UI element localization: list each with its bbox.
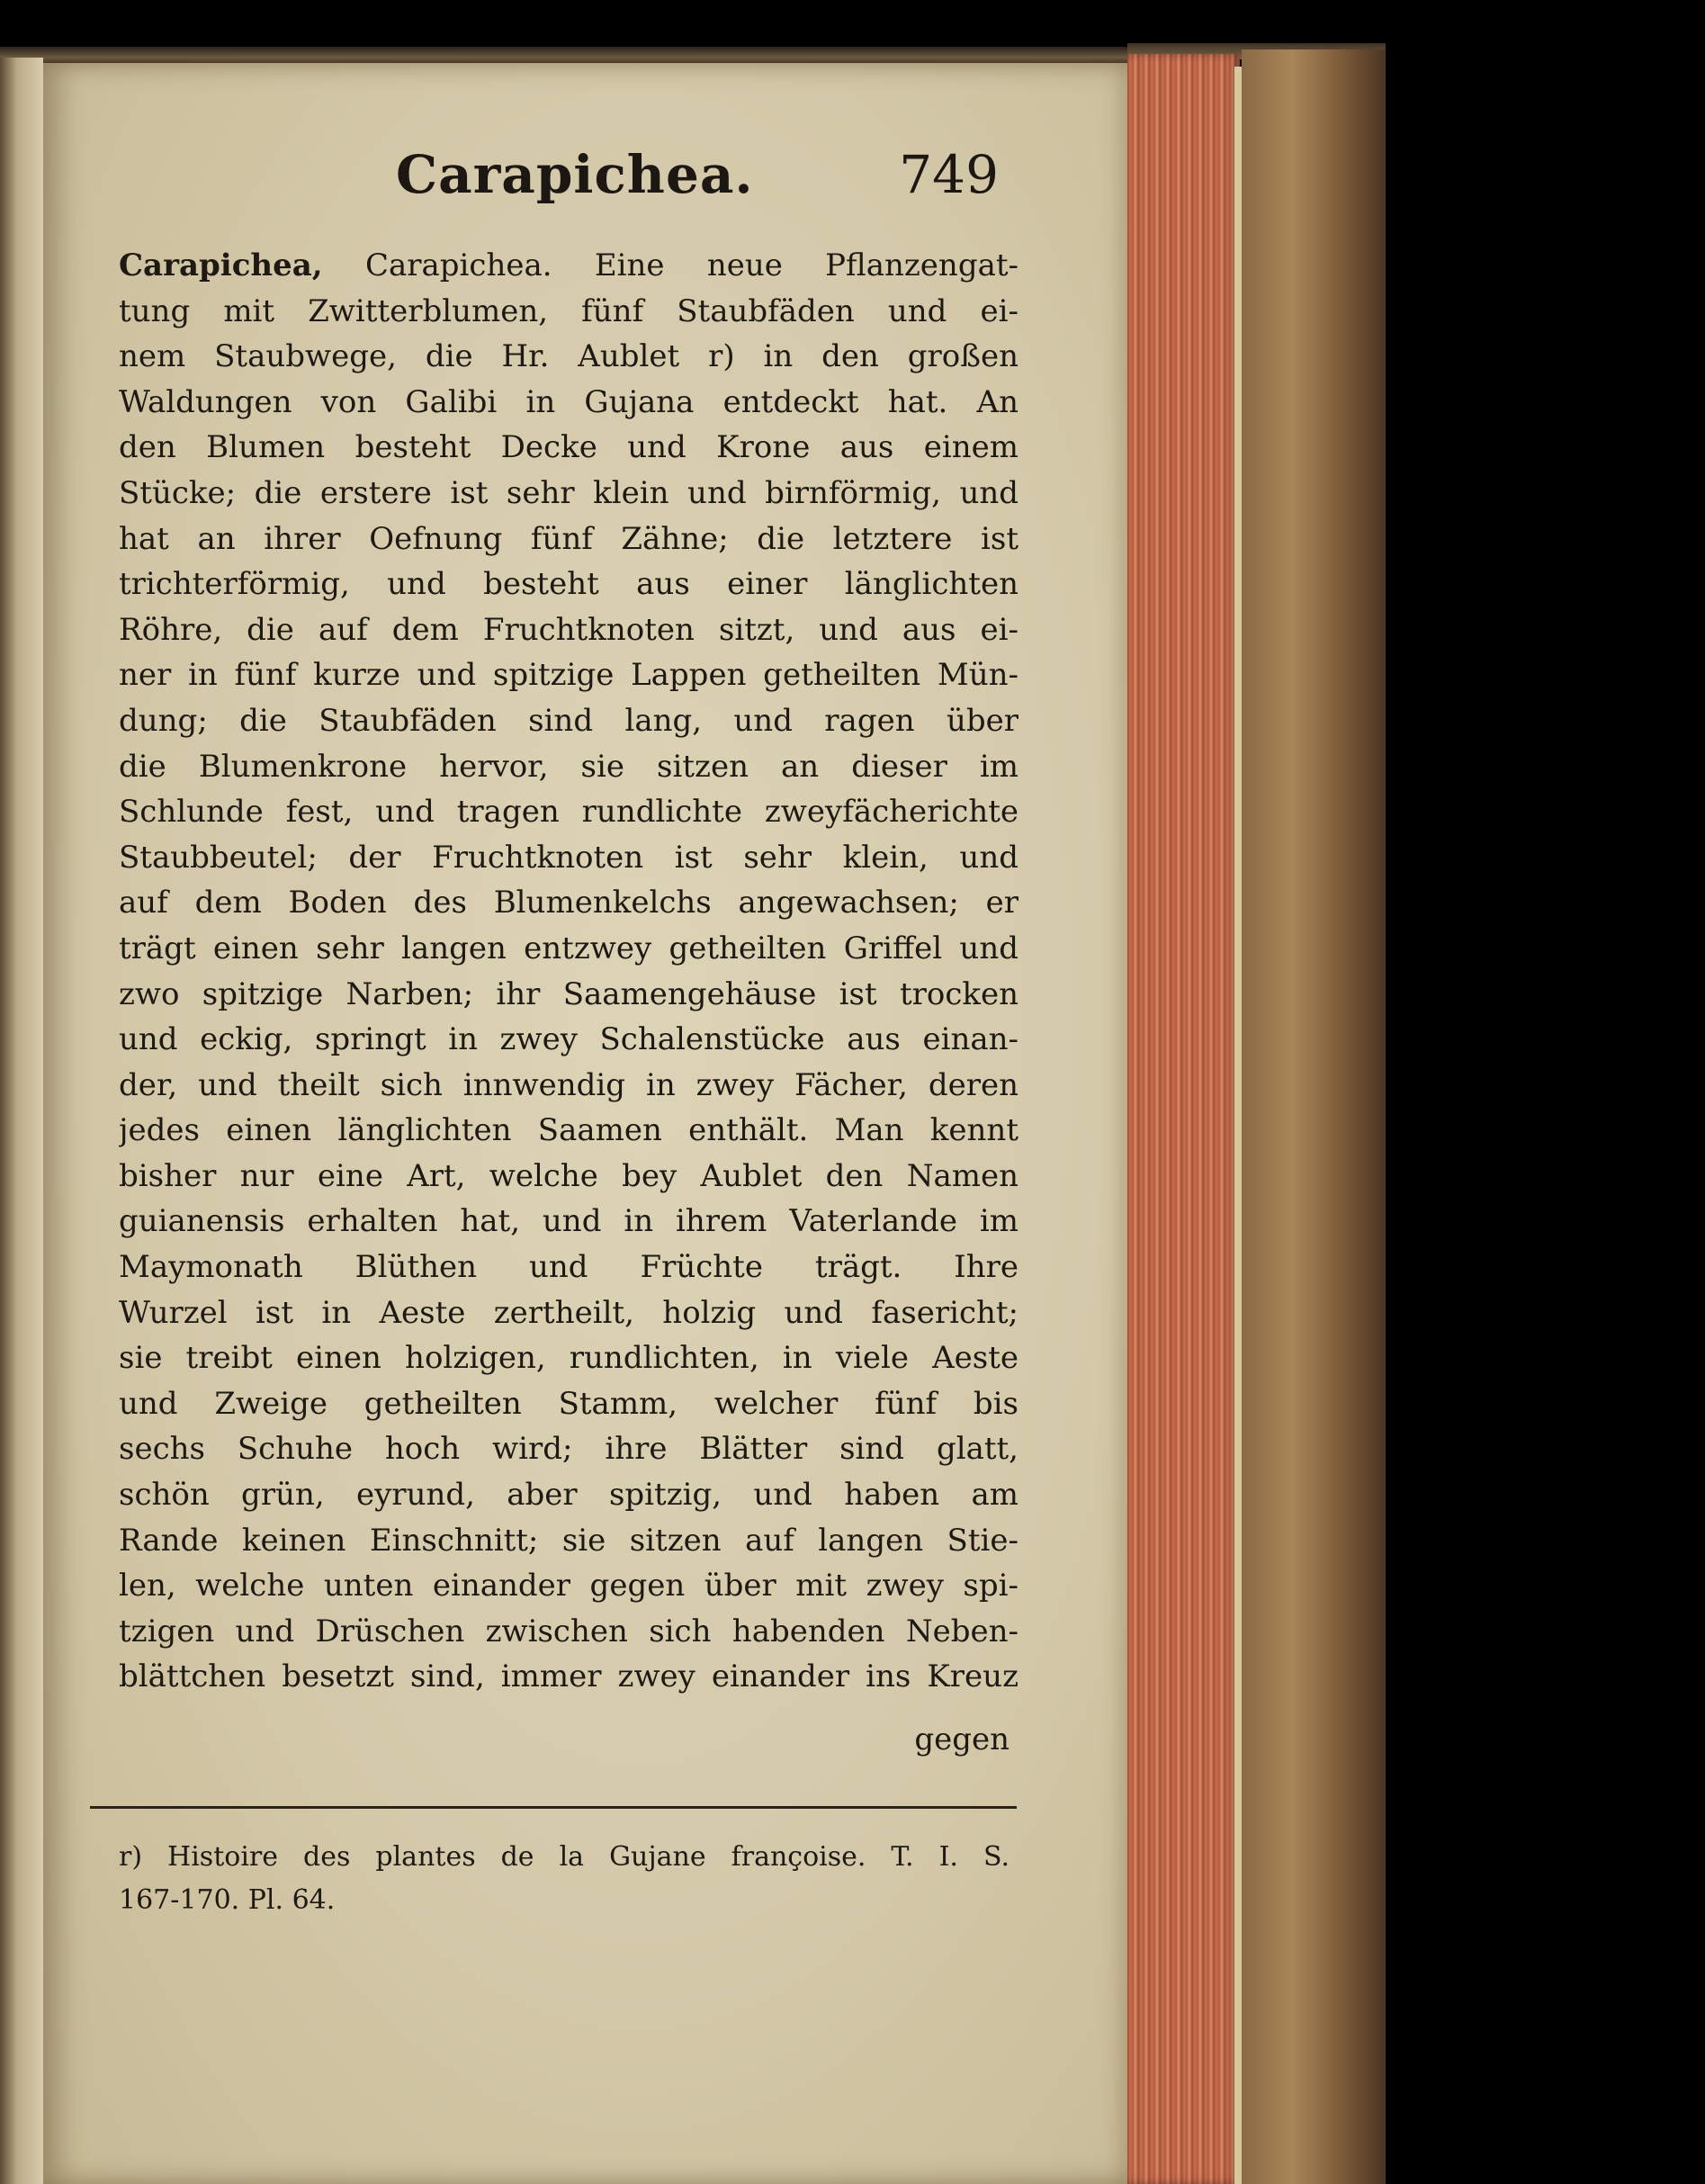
text-line: blättchen besetzt sind, immer zwey einander ins Kreuz <box>119 1658 1019 1695</box>
text-line: zwo spitzige Narben; ihr Saamengehäuse ist trocken <box>119 975 1019 1012</box>
text-line: Maymonath Blüthen und Früchte trägt. Ihre <box>119 1249 1019 1286</box>
catchword: gegen <box>914 1721 1010 1757</box>
text-line: den Blumen besteht Decke und Krone aus einem <box>119 429 1019 466</box>
entry-lemma: Carapichea, <box>119 247 323 283</box>
text-line: sie treibt einen holzigen, rundlichten, in viele Aeste <box>119 1340 1019 1377</box>
text-line: Röhre, die auf dem Fruchtknoten sitzt, und aus ei- <box>119 611 1019 648</box>
text-line: hat an ihrer Oefnung fünf Zähne; die letztere ist <box>119 520 1019 557</box>
page-header <box>108 144 1017 216</box>
page-number: 749 <box>899 144 999 205</box>
text-line: dung; die Staubfäden sind lang, und ragen über <box>119 702 1019 739</box>
footnote-line: 167-170. Pl. 64. <box>119 1884 336 1916</box>
text-line: bisher nur eine Art, welche bey Aublet den Namen <box>119 1157 1019 1194</box>
book-cover-board <box>1242 49 1386 2184</box>
fore-edge-highlight <box>1234 67 1242 2184</box>
text-line: und eckig, springt in zwey Schalenstücke aus einan- <box>119 1021 1019 1058</box>
footnote-rule <box>90 1806 1017 1809</box>
text-line: trägt einen sehr langen entzwey getheilten Griffel und <box>119 930 1019 966</box>
entry-text <box>119 243 1019 1700</box>
text-line: jedes einen länglichten Saamen enthält. Man kennt <box>119 1112 1019 1149</box>
text-line: die Blumenkrone hervor, sie sitzen an dieser im <box>119 748 1019 785</box>
text-line: tung mit Zwitterblumen, fünf Staubfäden und ei- <box>119 292 1019 329</box>
text-line: schön grün, eyrund, aber spitzig, und haben am <box>119 1477 1019 1514</box>
left-cover-edge <box>0 47 1170 65</box>
text-line: nem Staubwege, die Hr. Aublet r) in den großen <box>119 338 1019 375</box>
text-line: guianensis erhalten hat, und in ihrem Vaterlande im <box>119 1203 1019 1240</box>
text-line: tzigen und Drüschen zwischen sich habenden Neben- <box>119 1613 1019 1649</box>
text-line: len, welche unten einander gegen über mit zwey spi- <box>119 1568 1019 1604</box>
text-line: ner in fünf kurze und spitzige Lappen getheilten Mün- <box>119 657 1019 694</box>
text-line: trichterförmig, und besteht aus einer länglichten <box>119 566 1019 603</box>
text-line: auf dem Boden des Blumenkelchs angewachsen; er <box>119 885 1019 921</box>
text-line: Rande keinen Einschnitt; sie sitzen auf langen Stie- <box>119 1522 1019 1559</box>
running-head: Carapichea. <box>396 144 754 205</box>
page-fore-edge <box>1127 54 1240 2184</box>
footnote-line: r) Histoire des plantes de la Gujane françoise. T. I. S. <box>119 1841 1010 1873</box>
text-line: Waldungen von Galibi in Gujana entdeckt hat. An <box>119 383 1019 420</box>
text-line: sechs Schuhe hoch wird; ihre Blätter sind glatt, <box>119 1431 1019 1468</box>
text-line: Staubbeutel; der Fruchtknoten ist sehr klein, und <box>119 839 1019 876</box>
text-line: Stücke; die erstere ist sehr klein und birnförmig, und <box>119 474 1019 511</box>
text-line <box>119 243 1019 289</box>
facing-page-edge <box>0 58 43 2184</box>
text-line-content: Carapichea. Eine neue Pflanzengat- <box>322 247 1019 283</box>
text-line: Schlunde fest, und tragen rundlichte zweyfächerichte <box>119 794 1019 831</box>
text-line: Wurzel ist in Aeste zertheilt, holzig und fasericht; <box>119 1294 1019 1331</box>
footnote <box>119 1836 1010 1922</box>
text-line: und Zweige getheilten Stamm, welcher fünf bis <box>119 1385 1019 1422</box>
text-line: der, und theilt sich innwendig in zwey Fächer, deren <box>119 1066 1019 1103</box>
